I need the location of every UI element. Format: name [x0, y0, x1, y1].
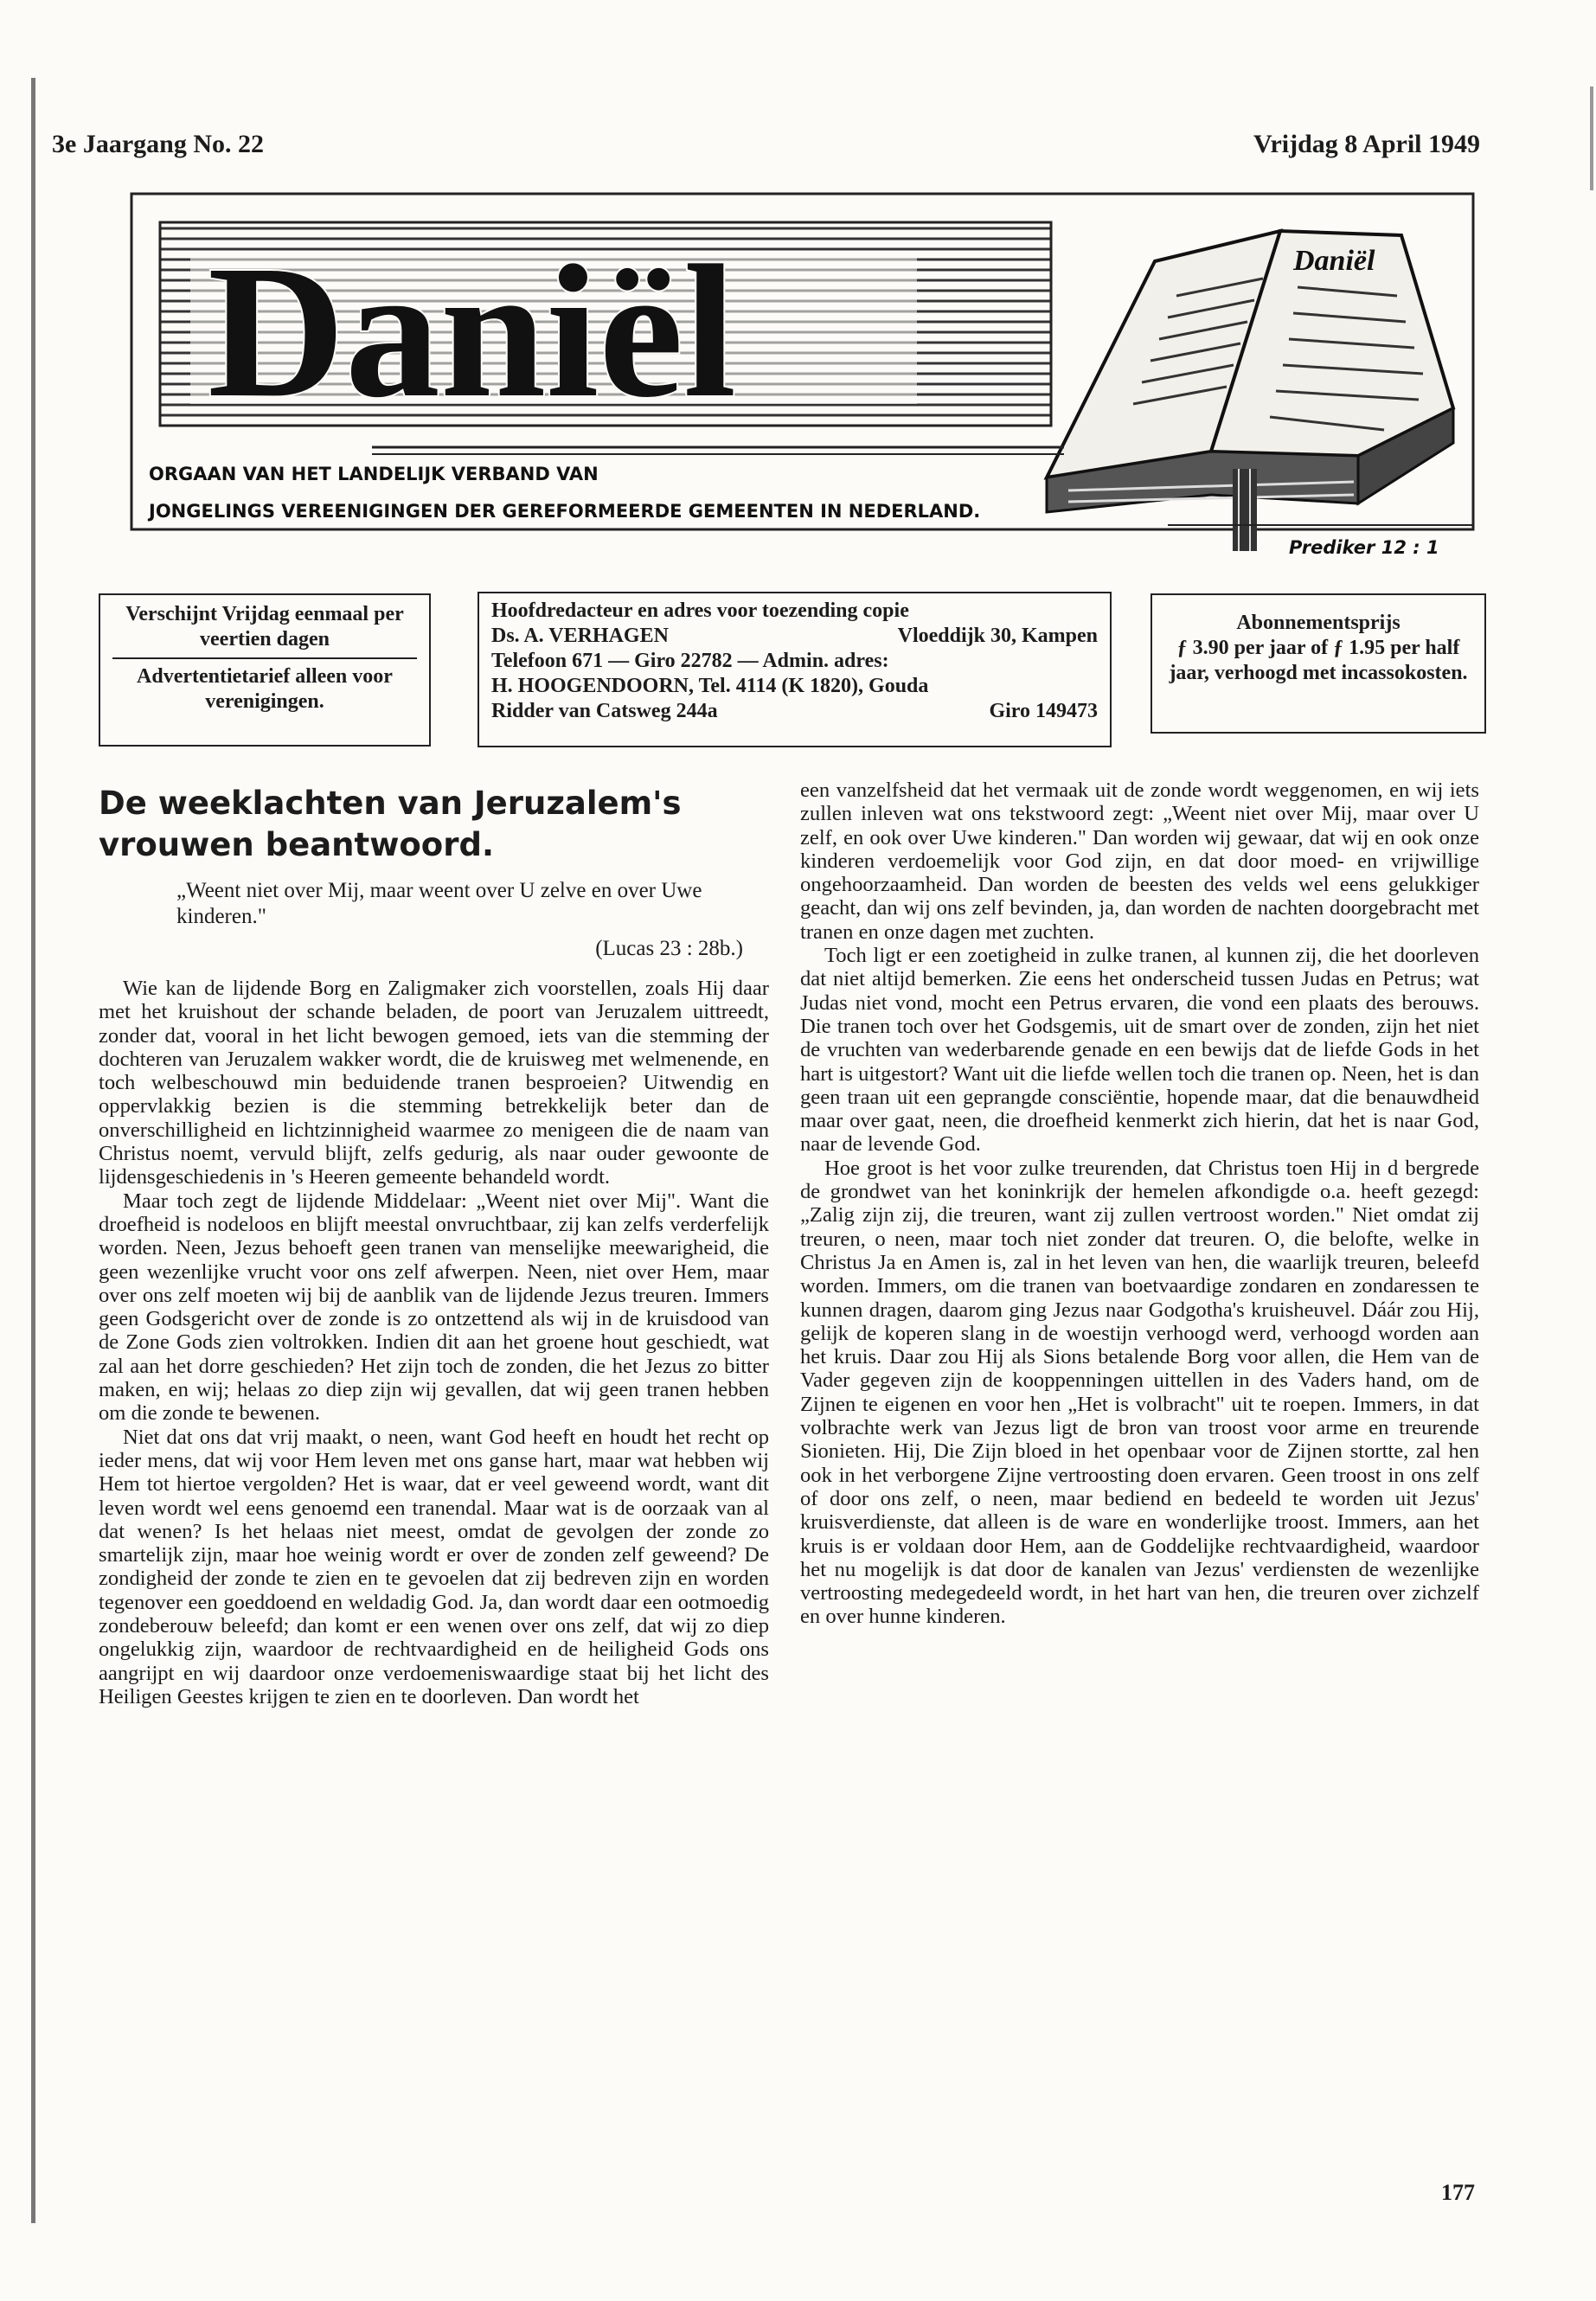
scan-edge-right [1590, 87, 1593, 190]
editor-name: Ds. A. VERHAGEN [491, 625, 669, 647]
masthead-subtitle-1: ORGAAN VAN HET LANDELIJK VERBAND VAN [149, 464, 599, 484]
editor-info-box [478, 592, 1112, 747]
article-title: De weeklachten van Jeruzalem's vrouwen beantwoord. [99, 785, 682, 863]
subscription-price: ƒ 3.90 per jaar of ƒ 1.95 per half jaar, verhoogd met incassokosten. [1169, 637, 1468, 684]
masthead-subtitle-2: JONGELINGS VEREENIGINGEN DER GEREFORMEERDE GEMEENTEN IN NEDERLAND. [149, 501, 981, 522]
article-verse: „Weent niet over Mij, maar weent over U zelve en over Uwe kinderen." [176, 879, 702, 928]
article-left-column [99, 783, 769, 1708]
issue-number: 3e Jaargang No. 22 [52, 130, 264, 158]
article-verse-ref: (Lucas 23 : 28b.) [595, 937, 743, 960]
advertising-rate: Advertentietarief alleen voor verenigingen. [137, 665, 393, 713]
book-label: Daniël [1293, 245, 1375, 277]
issue-date: Vrijdag 8 April 1949 [1253, 130, 1480, 158]
article-paragraph: Niet dat ons dat vrij maakt, o neen, want God heeft en houdt het recht op ieder mens, dat wij voor Hem leven met ons ganse hart, maar wat hebben wij Hem tot hiertoe vergolden? Het is waar, dat er veel geweend wordt, want dit leven wordt wel eens genoemd een tranendal. Maar wat is de oorzaak van al dat wenen? Is het helaas niet meest, omdat de gevolgen der zonde zo smartelijk zijn, maar hoe weinig wordt er over de zonden zelf geweend? De zondigheid der zonde te zien en te gevoelen dat zij bedreven zijn en worden tegenover een goeddoend en weldadig God. Ja, dan wordt daar een ootmoedig zondeberouw beleefd; dan komt er een wenen over ons zelf, dat wij zo diep ongelukkig zijn, waardoor de rechtvaardigheid en de heiligheid Gods ons aangrijpt en wij daardoor onze verdoemeniswaardige staat bij het licht des Heiligen Geestes krijgen te zien en te doorleven. Dan wordt het [99, 1425, 769, 1708]
masthead [130, 192, 1475, 555]
publication-frequency: Verschijnt Vrijdag eenmaal per veertien dagen [125, 603, 404, 651]
masthead-title: Daniël [208, 226, 737, 437]
subscription-heading: Abonnementsprijs [1236, 612, 1401, 634]
article-paragraph: Maar toch zegt de lijdende Middelaar: „Weent niet over Mij". Want die droefheid is nodeloos en blijft meestal onvruchtbaar, zij kan zelfs verderfelijk worden. Neen, Jezus behoeft geen tranen van menselijke meewarigheid, die geen wezenlijke vrucht voor ons zelf afwerpen. Neen, niet over Hem, maar over ons zelf moeten wij bij de aanblik van de lijdende Jezus treuren. Immers geen Godsgericht over de zonde is zo ontzettend als wij in de kruisdood van de Zone Gods zien voltrokken. Indien dit aan het groene hout geschiedt, wat zal aan het dorre geschieden? Het zijn toch de zonden, die het Jezus zo bitter maken, en wij; helaas zo diep zijn wij gevallen, dat wij geen tranen hebben om die zonde te bewenen. [99, 1189, 769, 1426]
article-paragraph: Wie kan de lijdende Borg en Zaligmaker zich voorstellen, zoals Hij daar met het kruishout der schande beladen, de poort van Jeruzalem uittreedt, zonder dat, vooral in het licht bewogen gemoed, iets van die stemming der dochteren van Jeruzalem wakker wordt, die de kruisweg met welmenende, en toch welbeschouwd min beduidende tranen besproeien? Uitwendig en oppervlakkig bezien is die stemming betrekkelijk beter dan de onverschilligheid en lichtzinnigheid waarmee zo menigeen die de naam van Christus noemt, vervuld blijft, zelfs gedurig, als naar ouder gewoonte de lijdensgeschiedenis in 's Heeren gemeente behandeld wordt. [99, 977, 769, 1189]
open-book-icon [1047, 231, 1453, 551]
editor-phone: Telefoon 671 — Giro 22782 — Admin. adres: [491, 650, 889, 672]
article-paragraph: Hoe groot is het voor zulke treurenden, dat Christus toen Hij in d bergrede de grondwet van het koninkrijk der hemelen afkondigde o.a. heeft gezegd: „Zalig zijn zij, die treuren, want zij zullen vertroost worden." Niet omdat zij treuren, o neen, maar toch niet zonder dat treuren. O, die belofte, welke in Christus Ja en Amen is, zal in het leven van hen, die waarlijk treuren, beleefd worden. Immers, om die tranen van boetvaardige zondaren en zondaressen te kunnen dragen, daarom ging Jezus naar Godgotha's kruisheuvel. Dáár zou Hij, gelijk de koperen slang in de woestijn verhoogd werd, verhoogd worden aan het kruis. Daar zou Hij als Sions betalende Borg voor allen, die Hem van de Vader gegeven zijn de kooppenningen uittellen in des Vaders hand, om de Zijnen te eigenen en voor hen „Het is volbracht" uit te roepen. Immers, in dat volbrachte werk van Jezus ligt de bron van troost voor arme en treurende Sionieten. Hij, Die Zijn bloed in het openbaar voor de Zijnen stortte, zal hen ook in het verborgene Zijne vertroosting doen ervaren. Geen troost in ons zelf of door ons zelf, o neen, maar bediend en bedeeld te worden uit Jezus' kruisverdienste, dat alleen is de ware en wonderlijke troost. Immers, aan het kruis is er voldaan door Hem, aan de Goddelijke rechtvaardigheid, waardoor het nu mogelijk is dat door de kanalen van Jezus' verdiensten de wezenlijke vertroosting medegedeeld wordt, in het hart van hen, die treuren over zichzelf en over hunne kinderen. [800, 1156, 1479, 1629]
article-paragraph: Toch ligt er een zoetigheid in zulke tranen, al kunnen zij, die het doorleven dat niet altijd bemerken. Zie eens het onderscheid tussen Judas en Petrus; wat Judas niet vond, mocht een Petrus ervaren, die vond een plaats des berouws. Die tranen toch over het Godsgemis, uit de smart over de zonden, zijn het niet de vruchten van wederbarende genade en een bewijs dat de liefde Gods in het hart is uitgestort? Want uit die liefde wellen toch die tranen op. Neen, het is dan geen traan uit een geprangde consciëntie, hopende maar, dat die benauwdheid maar over gaat, neen, die droefheid kenmerkt zich hierin, dat het is naar God, naar de levende God. [800, 944, 1479, 1157]
scan-edge [31, 78, 35, 2223]
article-right-column [800, 779, 1479, 1629]
masthead-bible-ref: Prediker 12 : 1 [1289, 537, 1439, 555]
article-paragraph: een vanzelfsheid dat het vermaak uit de zonde wordt weggenomen, en wij iets zullen inleven wat ons tekstwoord zegt: „Weent niet over Mij, maar over U zelf, en ook over Uwe kinderen." Dan worden wij gewaar, dat wij en ook onze kinderen verdoemelijk voor God zijn, en dat door moed- en vrijwillige ongehoorzaamheid. Dan worden de beesten des velds wel eens gelukkiger geacht, dan wij ons zelf bevinden, ja, dan worden de nachten doorgebracht met tranen en onze dagen met zuchten. [800, 779, 1479, 944]
editor-heading: Hoofdredacteur en adres voor toezending copie [491, 599, 909, 622]
admin-giro: Giro 149473 [989, 700, 1098, 722]
admin-street: Ridder van Catsweg 244a [491, 700, 718, 722]
masthead-graphic [130, 192, 1475, 555]
publication-info-box [99, 593, 431, 747]
admin-name: H. HOOGENDOORN, Tel. 4114 (K 1820), Gouda [491, 675, 929, 697]
editor-address: Vloeddijk 30, Kampen [897, 625, 1098, 647]
subscription-box [1151, 593, 1486, 734]
page-number: 177 [1441, 2180, 1475, 2205]
